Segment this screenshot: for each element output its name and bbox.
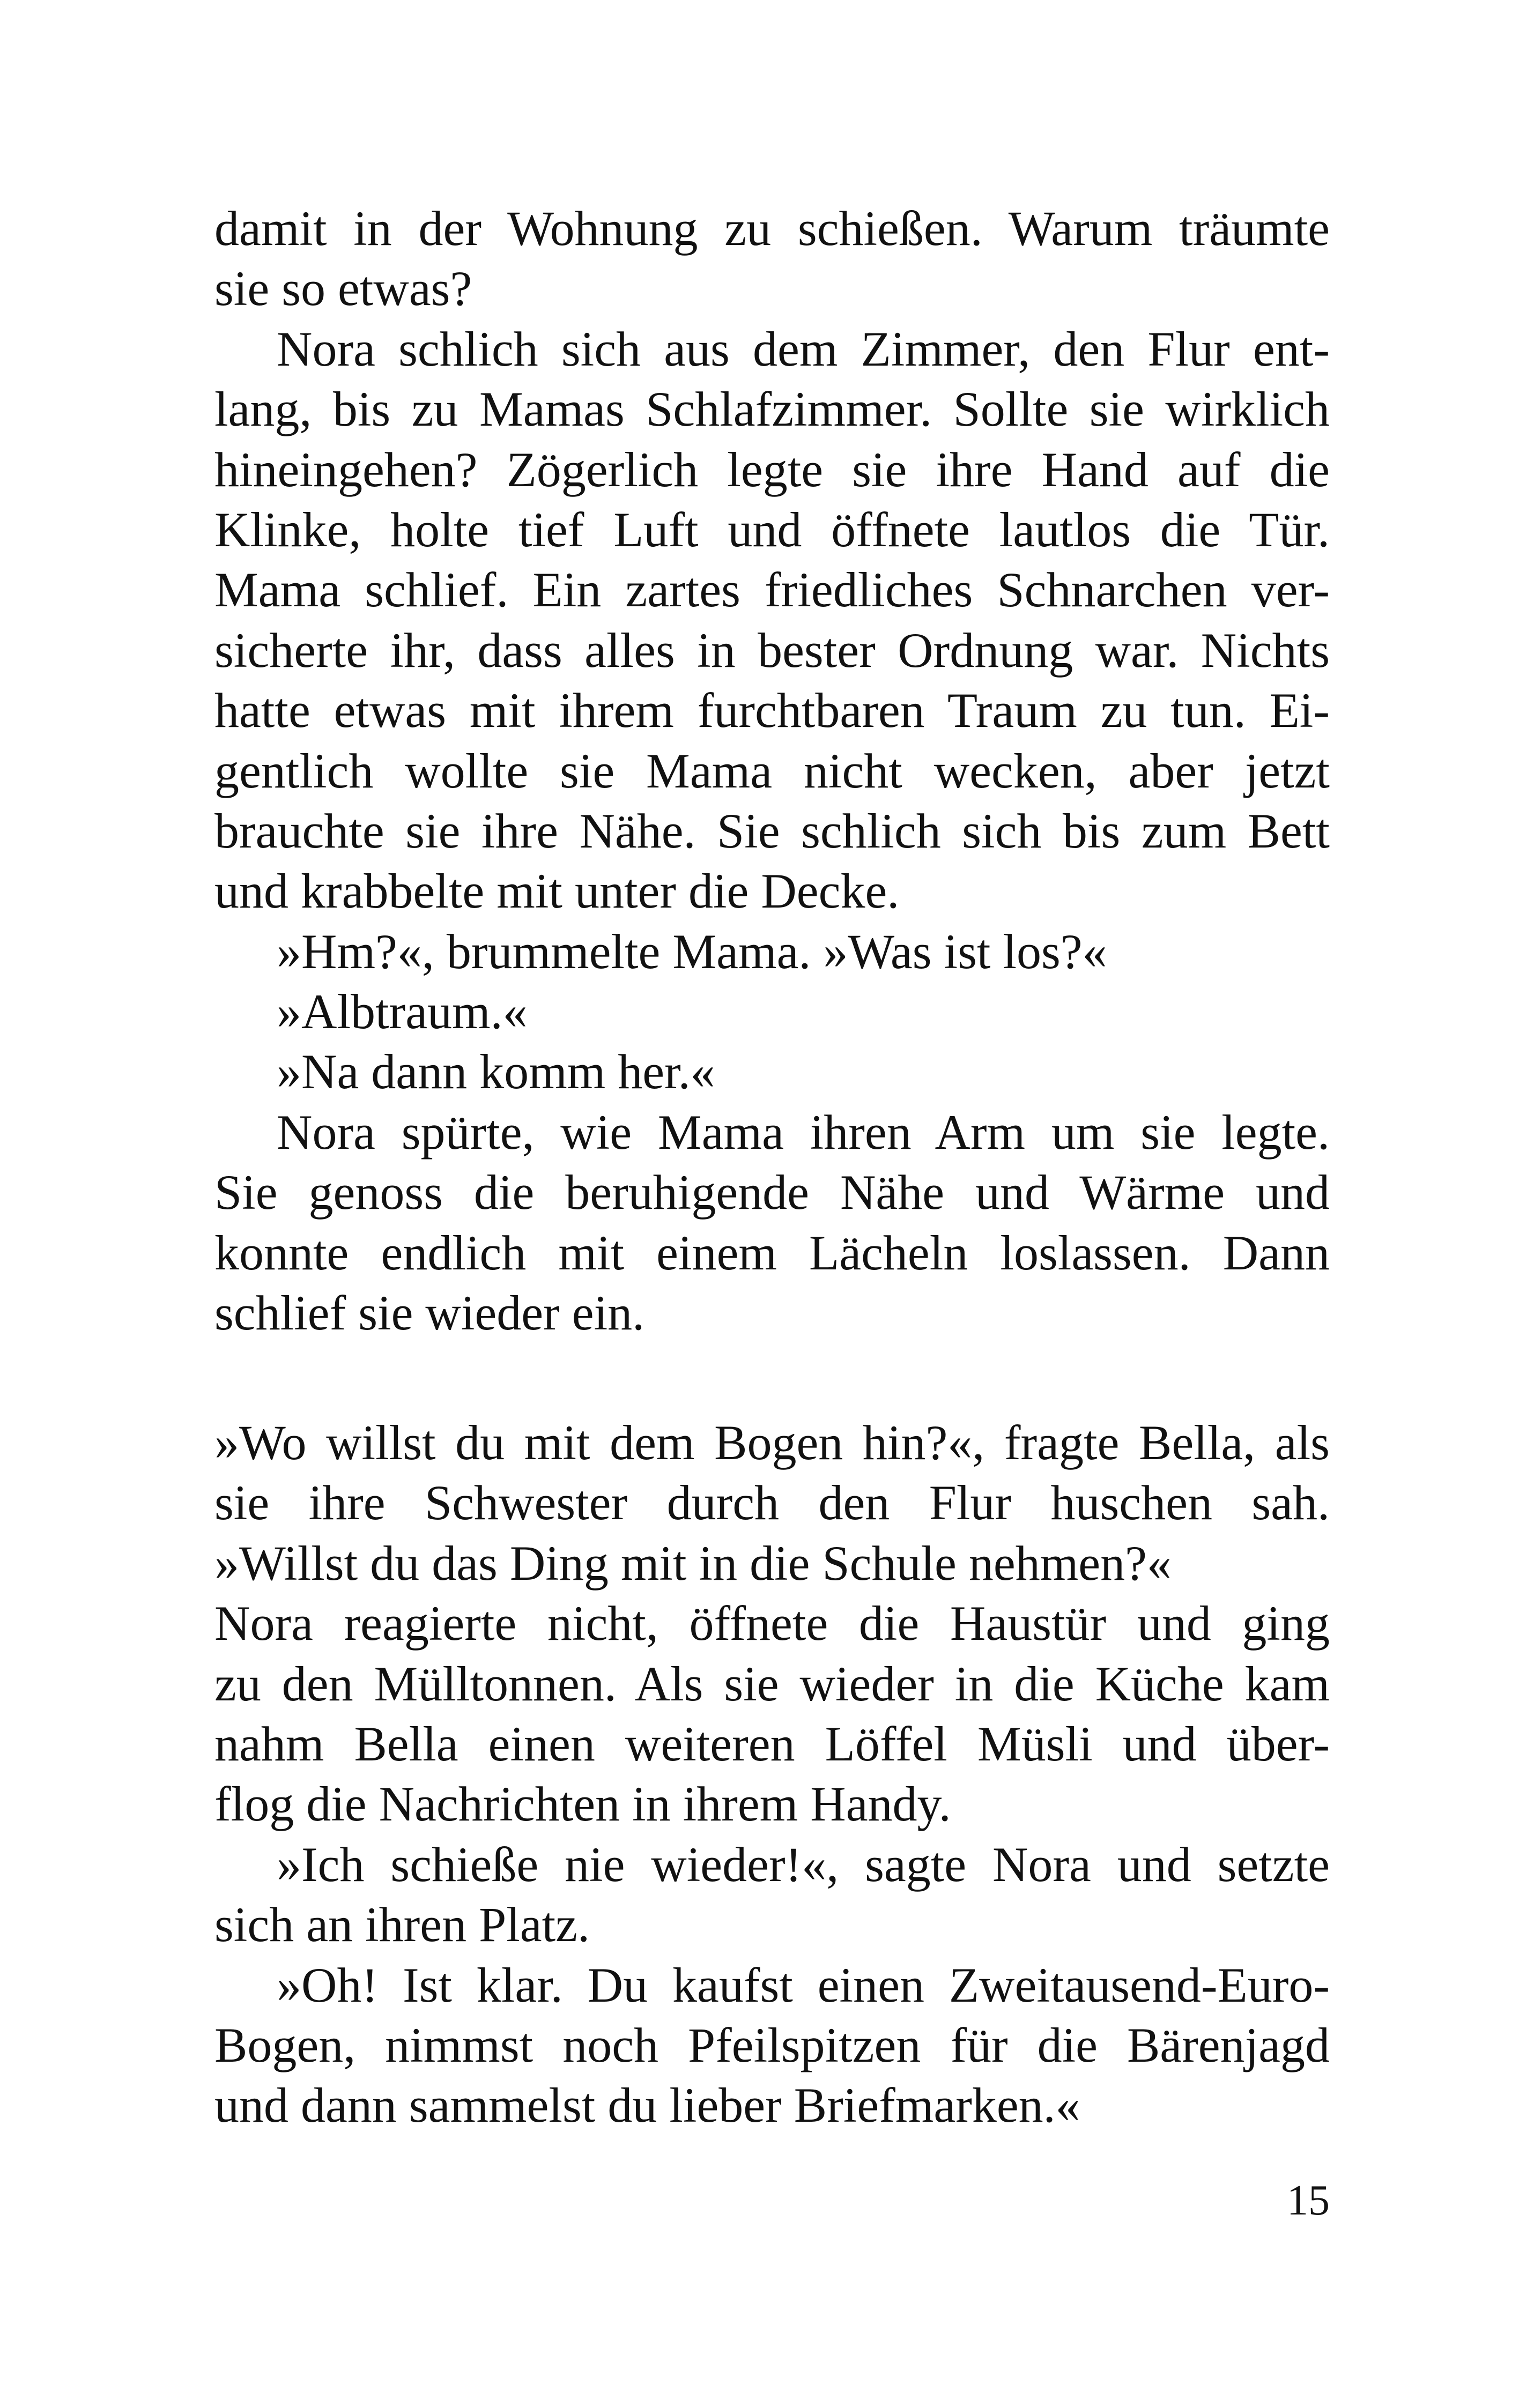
text-line: und krabbelte mit unter die Decke.	[214, 864, 900, 919]
text-line: Bogen, nimmst noch Pfeilspitzen für die Bärenjagd	[214, 2017, 1330, 2072]
text-line: »Ich schieße nie wieder!«, sagte Nora und setzte	[277, 1837, 1330, 1892]
text-line: »Albtraum.«	[277, 984, 528, 1039]
text-line: damit in der Wohnung zu schießen. Warum träumte	[214, 201, 1330, 256]
text-line: Sie genoss die beruhigende Nähe und Wärme und	[214, 1165, 1330, 1220]
paragraph	[214, 1834, 1330, 1955]
paragraph	[214, 921, 1330, 982]
paragraph	[214, 1955, 1330, 2136]
text-line: sie ihre Schwester durch den Flur huschen sah.	[214, 1475, 1330, 1530]
text-line: nahm Bella einen weiteren Löffel Müsli und über-	[214, 1716, 1330, 1771]
text-line: zu den Mülltonnen. Als sie wieder in die Küche kam	[214, 1656, 1330, 1711]
text-line: »Hm?«, brummelte Mama. »Was ist los?«	[277, 924, 1107, 979]
paragraph	[214, 982, 1330, 1042]
paragraph	[214, 198, 1330, 319]
text-line: gentlich wollte sie Mama nicht wecken, aber jetzt	[214, 743, 1330, 798]
text-line: »Willst du das Ding mit in die Schule nehmen?«	[214, 1535, 1172, 1591]
text-line: Nora spürte, wie Mama ihren Arm um sie legte.	[277, 1104, 1330, 1160]
page-number: 15	[1287, 2177, 1330, 2224]
text-line: sicherte ihr, dass alles in bester Ordnung war. Nichts	[214, 622, 1330, 678]
text-line: »Wo willst du mit dem Bogen hin?«, fragte Bella, als	[214, 1415, 1330, 1470]
text-line: sie so etwas?	[214, 261, 472, 316]
text-line: schlief sie wieder ein.	[214, 1285, 645, 1341]
text-line: brauchte sie ihre Nähe. Sie schlich sich bis zum Bett	[214, 803, 1330, 858]
text-line: hatte etwas mit ihrem furchtbaren Traum zu tun. Ei-	[214, 683, 1330, 738]
paragraph	[214, 1413, 1330, 1834]
text-section-1	[214, 198, 1330, 1343]
paragraph	[214, 1102, 1330, 1343]
text-section-2	[214, 1413, 1330, 2136]
text-line: Nora reagierte nicht, öffnete die Haustür und ging	[214, 1596, 1330, 1651]
text-line: »Na dann komm her.«	[277, 1044, 715, 1099]
paragraph	[214, 319, 1330, 921]
text-line: flog die Nachrichten in ihrem Handy.	[214, 1777, 951, 1832]
text-line: hineingehen? Zögerlich legte sie ihre Hand auf die	[214, 442, 1330, 497]
text-line: und dann sammelst du lieber Briefmarken.«	[214, 2078, 1080, 2133]
paragraph	[214, 1042, 1330, 1102]
text-line: Klinke, holte tief Luft und öffnete lautlos die Tür.	[214, 502, 1330, 557]
text-line: lang, bis zu Mamas Schlafzimmer. Sollte sie wirklich	[214, 382, 1330, 437]
text-line: konnte endlich mit einem Lächeln loslassen. Dann	[214, 1225, 1330, 1280]
text-line: Mama schlief. Ein zartes friedliches Schnarchen ver-	[214, 562, 1330, 618]
text-line: sich an ihren Platz.	[214, 1897, 590, 1952]
text-line: Nora schlich sich aus dem Zimmer, den Flur ent-	[277, 321, 1330, 376]
text-line: »Oh! Ist klar. Du kaufst einen Zweitausend-Euro-	[277, 1957, 1330, 2012]
